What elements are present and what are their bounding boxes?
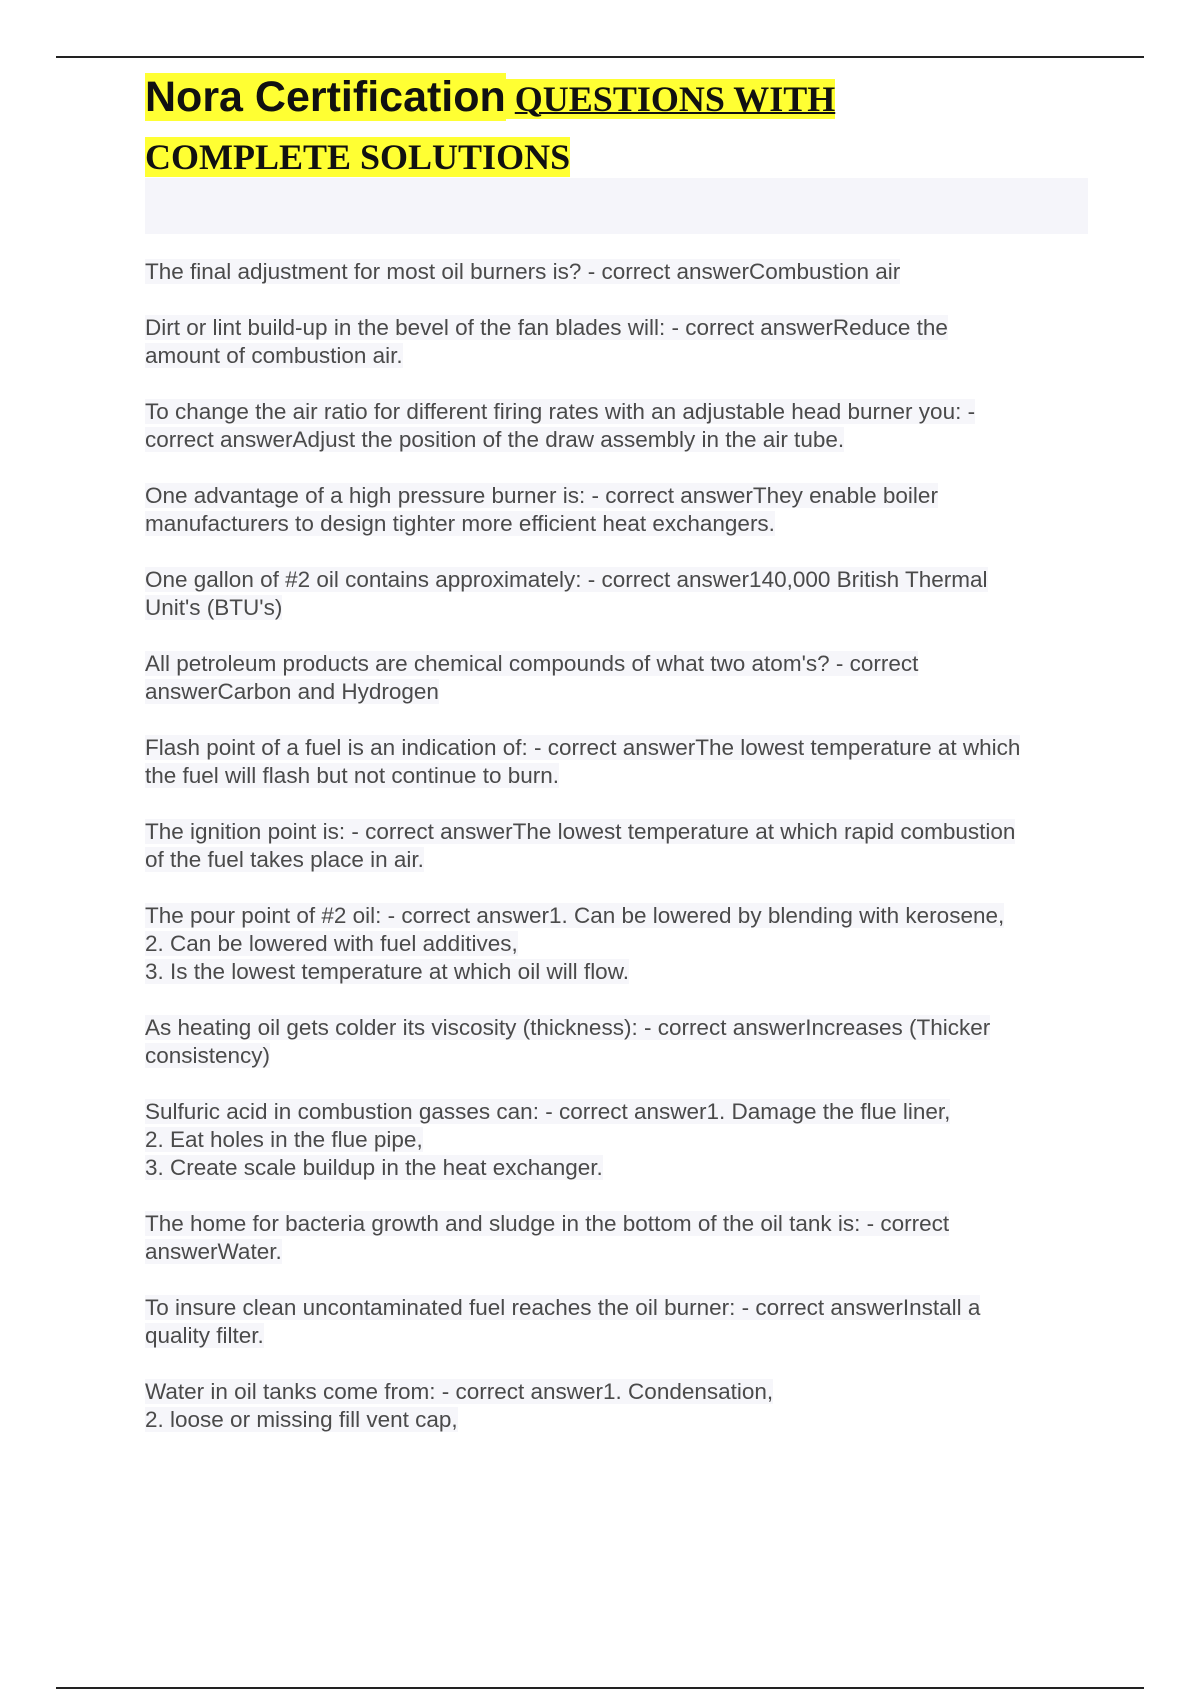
qa-list: [145, 258, 1095, 1462]
qa-text: To change the air ratio for different firing rates with an adjustable head burner you: - correct answerAdjust the position of the draw assembly in the air tube.: [145, 399, 976, 452]
qa-text: Water in oil tanks come from: - correct answer1. Condensation, 2. loose or missing fill vent cap,: [145, 1379, 774, 1432]
qa-item: [145, 314, 1095, 370]
top-rule: [56, 56, 1144, 58]
qa-item: [145, 398, 1095, 454]
qa-item: [145, 650, 1095, 706]
qa-text: All petroleum products are chemical compounds of what two atom's? - correct answerCarbon and Hydrogen: [145, 651, 919, 704]
qa-text: One gallon of #2 oil contains approximately: - correct answer140,000 British Thermal Unit's (BTU's): [145, 567, 988, 620]
document-title: [145, 72, 1105, 190]
qa-item: [145, 818, 1095, 874]
qa-text: Dirt or lint build-up in the bevel of the fan blades will: - correct answerReduce the amount of combustion air.: [145, 315, 948, 368]
qa-item: [145, 1294, 1095, 1350]
title-sub-line2: COMPLETE SOLUTIONS: [145, 137, 571, 177]
qa-text: To insure clean uncontaminated fuel reaches the oil burner: - correct answerInstall a quality filter.: [145, 1295, 981, 1348]
qa-item: [145, 1210, 1095, 1266]
qa-text: The ignition point is: - correct answerThe lowest temperature at which rapid combustion of the fuel takes place in air.: [145, 819, 1016, 872]
title-main: Nora Certification: [145, 73, 506, 121]
qa-text: The pour point of #2 oil: - correct answer1. Can be lowered by blending with kerosene, 2. Can be lowered with fuel additives, 3. Is the lowest temperature at which oil will flow.: [145, 903, 1005, 984]
qa-item: [145, 566, 1095, 622]
qa-text: As heating oil gets colder its viscosity (thickness): - correct answerIncreases (Thicker consistency): [145, 1015, 991, 1068]
qa-text: The home for bacteria growth and sludge in the bottom of the oil tank is: - correct answerWater.: [145, 1211, 950, 1264]
qa-text: One advantage of a high pressure burner is: - correct answerThey enable boiler manufacturers to design tighter more efficient heat exchangers.: [145, 483, 938, 536]
qa-item: [145, 1378, 1095, 1434]
bottom-rule: [56, 1687, 1144, 1689]
qa-item: [145, 1098, 1095, 1182]
qa-item: [145, 482, 1095, 538]
blank-band: [145, 178, 1088, 234]
qa-text: Sulfuric acid in combustion gasses can: - correct answer1. Damage the flue liner, 2. Eat holes in the flue pipe, 3. Create scale buildup in the heat exchanger.: [145, 1099, 951, 1180]
qa-item: [145, 1014, 1095, 1070]
qa-item: [145, 734, 1095, 790]
qa-text: Flash point of a fuel is an indication of: - correct answerThe lowest temperature at which the fuel will flash but not continue to burn.: [145, 735, 1021, 788]
qa-item: [145, 258, 1095, 286]
title-sub-line1: QUESTIONS WITH: [514, 79, 836, 119]
qa-item: [145, 902, 1095, 986]
qa-text: The final adjustment for most oil burners is? - correct answerCombustion air: [145, 259, 901, 284]
